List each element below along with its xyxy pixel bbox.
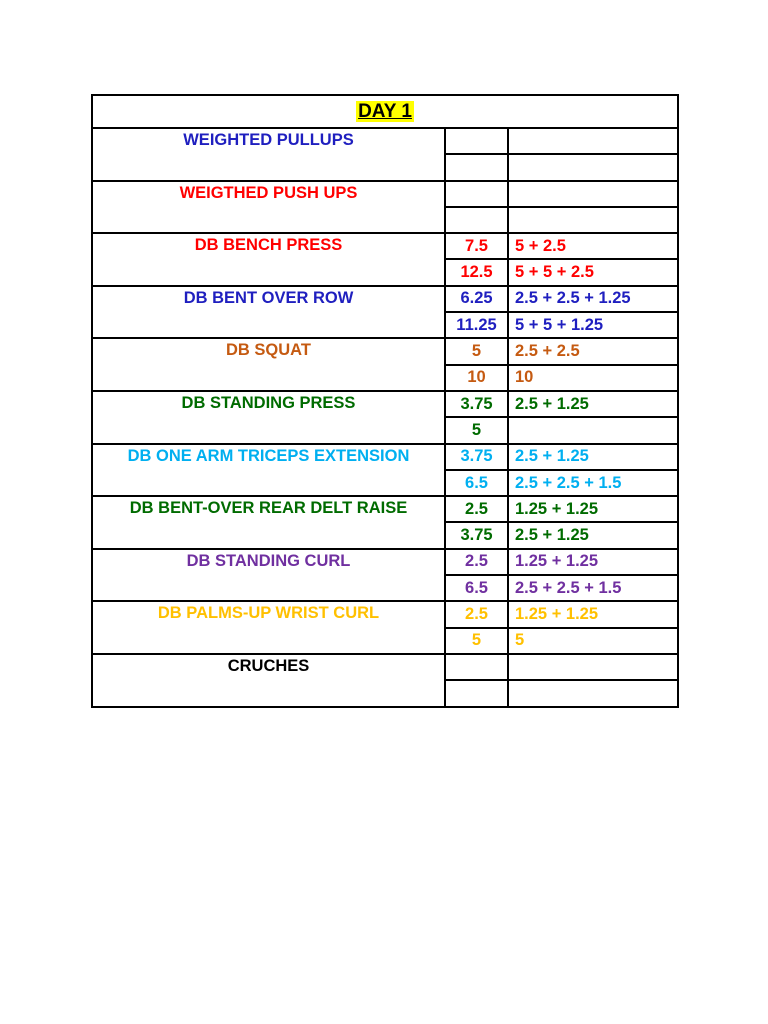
breakdown-cell: 2.5 + 2.5 + 1.5 [508,575,678,601]
exercise-row [92,338,678,364]
breakdown-cell: 2.5 + 1.25 [508,444,678,470]
exercise-name: DB BENCH PRESS [92,233,445,286]
breakdown-cell [508,181,678,207]
breakdown-cell: 1.25 + 1.25 [508,549,678,575]
weight-cell: 2.5 [445,601,508,627]
exercise-name: DB PALMS-UP WRIST CURL [92,601,445,654]
breakdown-cell [508,417,678,443]
weight-cell: 2.5 [445,549,508,575]
exercise-row [92,233,678,259]
breakdown-cell: 10 [508,365,678,391]
workout-table [91,94,679,708]
weight-cell: 10 [445,365,508,391]
weight-cell: 5 [445,338,508,364]
exercise-name: WEIGHTED PULLUPS [92,128,445,181]
weight-cell [445,207,508,233]
exercise-name: DB BENT-OVER REAR DELT RAISE [92,496,445,549]
breakdown-cell: 5 + 2.5 [508,233,678,259]
breakdown-cell: 2.5 + 2.5 + 1.5 [508,470,678,496]
breakdown-cell: 2.5 + 1.25 [508,522,678,548]
weight-cell [445,680,508,706]
weight-cell: 3.75 [445,391,508,417]
exercise-row [92,286,678,312]
weight-cell: 12.5 [445,259,508,285]
weight-cell: 6.5 [445,470,508,496]
day-title: DAY 1 [358,100,412,122]
exercise-name: WEIGTHED PUSH UPS [92,181,445,234]
exercise-row [92,181,678,207]
exercise-name: DB ONE ARM TRICEPS EXTENSION [92,444,445,497]
exercise-name: DB STANDING PRESS [92,391,445,444]
breakdown-cell: 2.5 + 2.5 [508,338,678,364]
weight-cell: 3.75 [445,444,508,470]
breakdown-cell: 5 [508,628,678,654]
weight-cell: 5 [445,628,508,654]
exercise-row [92,654,678,680]
weight-cell: 6.5 [445,575,508,601]
weight-cell: 3.75 [445,522,508,548]
breakdown-cell: 5 + 5 + 1.25 [508,312,678,338]
weight-cell: 6.25 [445,286,508,312]
weight-cell: 11.25 [445,312,508,338]
breakdown-cell [508,154,678,180]
exercise-name: CRUCHES [92,654,445,707]
title-cell [92,95,678,128]
breakdown-cell [508,680,678,706]
weight-cell [445,181,508,207]
exercise-name: DB STANDING CURL [92,549,445,602]
weight-cell [445,654,508,680]
exercise-row [92,601,678,627]
breakdown-cell: 5 + 5 + 2.5 [508,259,678,285]
exercise-row [92,391,678,417]
exercise-row [92,444,678,470]
breakdown-cell [508,128,678,154]
breakdown-cell: 2.5 + 1.25 [508,391,678,417]
weight-cell: 7.5 [445,233,508,259]
weight-cell: 5 [445,417,508,443]
weight-cell: 2.5 [445,496,508,522]
weight-cell [445,154,508,180]
exercise-name: DB BENT OVER ROW [92,286,445,339]
weight-cell [445,128,508,154]
breakdown-cell: 2.5 + 2.5 + 1.25 [508,286,678,312]
workout-sheet [91,94,677,708]
breakdown-cell: 1.25 + 1.25 [508,496,678,522]
breakdown-cell: 1.25 + 1.25 [508,601,678,627]
breakdown-cell [508,654,678,680]
exercise-row [92,496,678,522]
exercise-row [92,549,678,575]
exercise-row [92,128,678,154]
exercise-name: DB SQUAT [92,338,445,391]
breakdown-cell [508,207,678,233]
title-row [92,95,678,128]
